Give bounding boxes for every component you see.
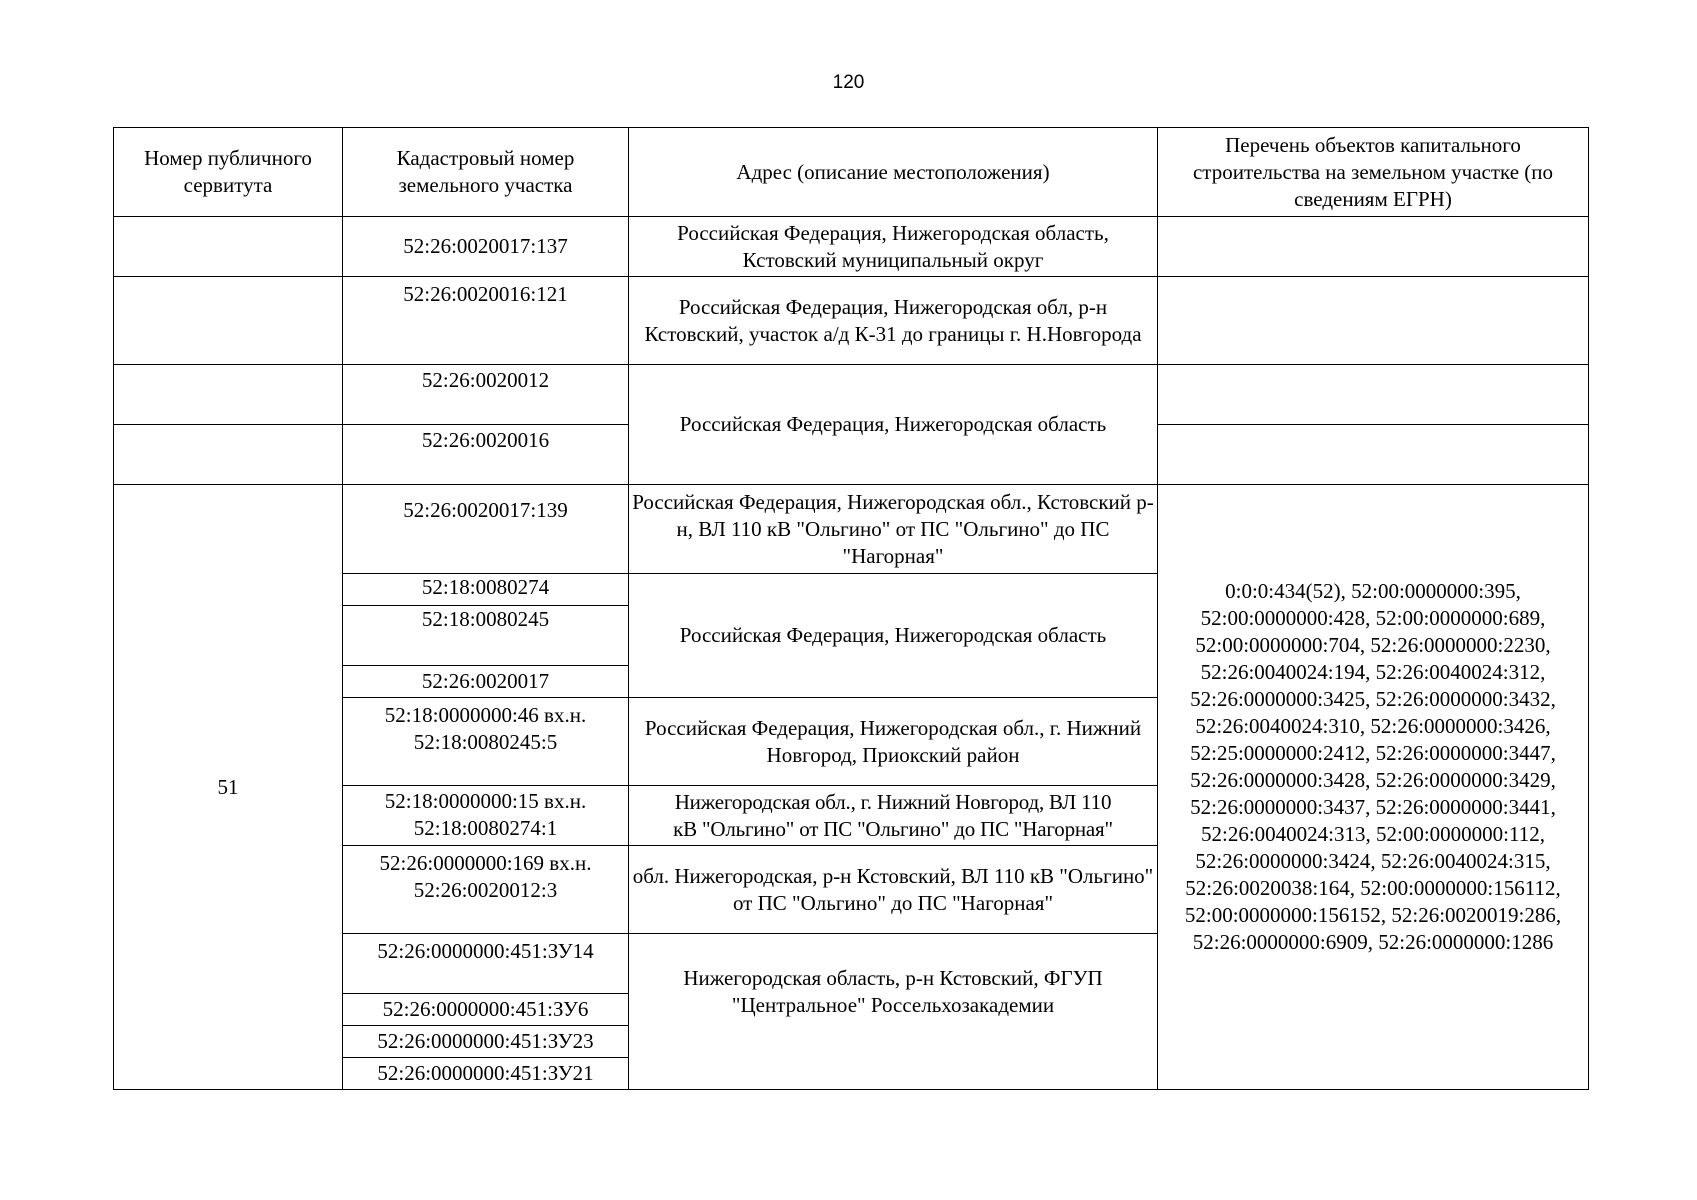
address-cell: обл. Нижегородская, р-н Кстовский, ВЛ 110 кВ "Ольгино" от ПС "Ольгино" до ПС "Нагорная" [629, 846, 1158, 934]
cadastral-number-cell: 52:18:0000000:46 вх.н. 52:18:0080245:5 [343, 698, 629, 786]
address-line: Нижегородская обл., г. Нижний Новгород, ВЛ 110 [674, 789, 1112, 814]
servitude-number-cell [114, 217, 343, 277]
cadastral-number-cell: 52:18:0000000:15 вх.н. 52:18:0080274:1 [343, 786, 629, 846]
address-cell: Российская Федерация, Нижегородская область, Кстовский муниципальный округ [629, 217, 1158, 277]
cadastral-number-cell: 52:26:0000000:451:ЗУ23 [343, 1026, 629, 1058]
cadastral-number-cell: 52:26:0020016 [343, 425, 629, 485]
cadastral-number-cell: 52:26:0000000:169 вх.н. 52:26:0020012:3 [343, 846, 629, 934]
page-number: 120 [832, 72, 865, 93]
cadastral-number-cell: 52:26:0000000:451:ЗУ6 [343, 994, 629, 1026]
address-cell: Российская Федерация, Нижегородская обл., г. Нижний Новгород, Приокский район [629, 698, 1158, 786]
table-row [114, 365, 1589, 425]
address-cell: Российская Федерация, Нижегородская область [629, 365, 1158, 485]
servitude-number-cell [114, 277, 343, 365]
objects-cell [1158, 365, 1589, 425]
address-cell: Российская Федерация, Нижегородская область [629, 574, 1158, 698]
address-cell: Российская Федерация, Нижегородская обл., Кстовский р-н, ВЛ 110 кВ "Ольгино" от ПС "Ольгино" до ПС "Нагорная" [629, 485, 1158, 574]
address-cell [629, 786, 1158, 846]
table-row [114, 485, 1589, 574]
header-servitude-number: Номер публичного сервитута [114, 128, 343, 217]
servitude-number-cell: 51 [114, 485, 343, 1090]
header-objects: Перечень объектов капитального строительства на земельном участке (по сведениям ЕГРН) [1158, 128, 1589, 217]
cadastral-number-cell: 52:26:0000000:451:ЗУ14 [343, 934, 629, 994]
cadastral-number-cell: 52:26:0020016:121 [343, 277, 629, 365]
header-cadastral-number: Кадастровый номер земельного участка [343, 128, 629, 217]
cadastral-number-cell: 52:26:0020012 [343, 365, 629, 425]
address-cell: Российская Федерация, Нижегородская обл, р-н Кстовский, участок а/д К-31 до границы г. Н.Новгорода [629, 277, 1158, 365]
cadastral-number-cell: 52:18:0080245 [343, 606, 629, 666]
table-row [114, 277, 1589, 365]
cadastral-number-cell: 52:26:0020017:137 [343, 217, 629, 277]
objects-cell [1158, 425, 1589, 485]
cadastral-number-cell: 52:26:0020017:139 [343, 485, 629, 574]
servitude-number-cell [114, 365, 343, 425]
servitude-number-cell [114, 425, 343, 485]
servitude-table [113, 127, 1589, 1090]
address-cell: Нижегородская область, р-н Кстовский, ФГУП "Центральное" Россельхозакадемии [629, 934, 1158, 1090]
table-header-row [114, 128, 1589, 217]
cadastral-number-cell: 52:26:0020017 [343, 666, 629, 698]
cadastral-number-cell: 52:18:0080274 [343, 574, 629, 606]
objects-cell: 0:0:0:434(52), 52:00:0000000:395, 52:00:0000000:428, 52:00:0000000:689, 52:00:0000000:704, 52:26:0000000:2230, 52:26:0040024:194, 52:26:0040024:312, 52:26:0000000:3425, 52:26:0000000:3432, 52:26:0040024:310, 52:26:0000000:3426, 52:25:0000000:2412, 52:26:0000000:3447, 52:26:0000000:3428, 52:26:0000000:3429, 52:26:0000000:3437, 52:26:0000000:3441, 52:26:0040024:313, 52:00:0000000:112, 52:26:0000000:3424, 52:26:0040024:315, 52:26:0020038:164, 52:00:0000000:156112, 52:00:0000000:156152, 52:26:0020019:286, 52:26:0000000:6909, 52:26:0000000:1286 [1158, 485, 1589, 1090]
objects-cell [1158, 277, 1589, 365]
header-address: Адрес (описание местоположения) [629, 128, 1158, 217]
objects-cell [1158, 217, 1589, 277]
cadastral-number-cell: 52:26:0000000:451:ЗУ21 [343, 1058, 629, 1090]
table-row [114, 217, 1589, 277]
address-line: кВ "Ольгино" от ПС "Ольгино" до ПС "Нагорная" [673, 816, 1113, 841]
